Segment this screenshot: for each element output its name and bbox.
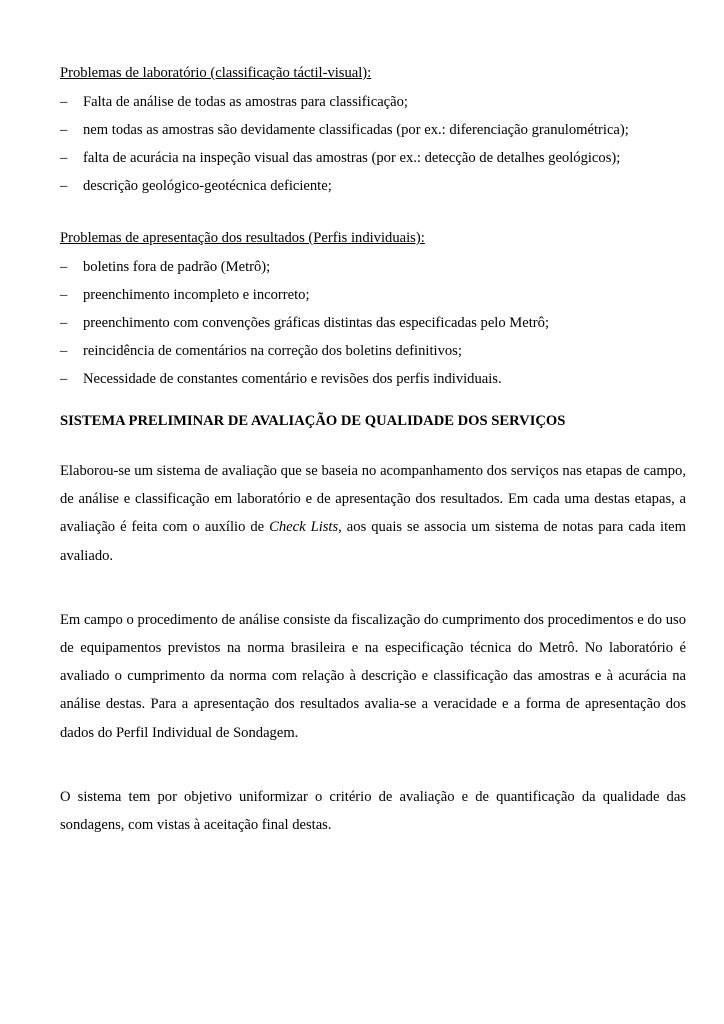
list-item-text: nem todas as amostras são devidamente classificadas (por ex.: diferenciação granulométrica); [83,122,629,138]
list-item-text: preenchimento incompleto e incorreto; [83,287,310,303]
list-item [60,88,686,116]
lab-problems-list [60,88,686,200]
presentation-problems-title: Problemas de apresentação dos resultados (Perfis individuais): [60,230,425,246]
paragraph-3: O sistema tem por objetivo uniformizar o critério de avaliação e de quantificação da qualidade das sondagens, com vistas à aceitação final destas. [60,788,686,834]
paragraph-1 [60,457,686,570]
list-item-text: falta de acurácia na inspeção visual das amostras (por ex.: detecção de detalhes geológicos); [83,150,621,166]
dash-bullet: – [60,94,68,110]
dash-bullet: – [60,259,68,275]
list-item-text: preenchimento com convenções gráficas distintas das especificadas pelo Metrô; [83,315,550,331]
list-item [60,144,686,172]
section-heading: SISTEMA PRELIMINAR DE AVALIAÇÃO DE QUALIDADE DOS SERVIÇOS [60,413,566,429]
lab-problems-title: Problemas de laboratório (classificação táctil-visual): [60,65,372,81]
list-item-text: boletins fora de padrão (Metrô); [83,259,271,275]
list-item [60,365,686,393]
paragraph-1-italic: Check Lists [269,519,339,536]
list-item-text: reincidência de comentários na correção dos boletins definitivos; [83,343,462,359]
spacer [60,570,686,606]
dash-bullet: – [60,315,68,331]
dash-bullet: – [60,178,68,194]
dash-bullet: – [60,122,68,138]
paragraph-1-text-a: Elaborou-se um sistema de avaliação que se baseia no acompanhamento dos serviços nas etapas de campo, de análise e classificação em laboratório e de apresentação dos resultados. Em cada uma destas etapas, a avaliação é feita com o auxílio de [60,463,686,536]
list-item [60,116,686,144]
list-item-text: Necessidade de constantes comentário e revisões dos perfis individuais. [83,371,502,387]
list-item [60,253,686,281]
dash-bullet: – [60,287,68,303]
document-page [60,59,686,839]
list-item [60,172,686,200]
spacer [60,435,686,457]
presentation-problems-list [60,253,686,393]
list-item [60,337,686,365]
paragraph-2: Em campo o procedimento de análise consiste da fiscalização do cumprimento dos procedimentos e do uso de equipamentos previstos na norma brasileira e na especificação técnica do Metrô. No laboratório é avaliado o cumprimento da norma com relação à descrição e classificação das amostras e à acurácia na análise destas. Para a apresentação dos resultados avalia-se a veracidade e a forma de apresentação dos dados do Perfil Individual de Sondagem. [60,611,686,741]
spacer [60,747,686,783]
list-item-text: Falta de análise de todas as amostras para classificação; [83,94,408,110]
list-item-text: descrição geológico-geotécnica deficiente; [83,178,332,194]
paragraph-1-text-b: , aos quais se associa um sistema de notas para cada item avaliado. [60,519,687,564]
list-item [60,281,686,309]
spacer [60,393,686,407]
dash-bullet: – [60,343,68,359]
list-item [60,309,686,337]
dash-bullet: – [60,371,68,387]
spacer [60,200,686,224]
dash-bullet: – [60,150,68,166]
